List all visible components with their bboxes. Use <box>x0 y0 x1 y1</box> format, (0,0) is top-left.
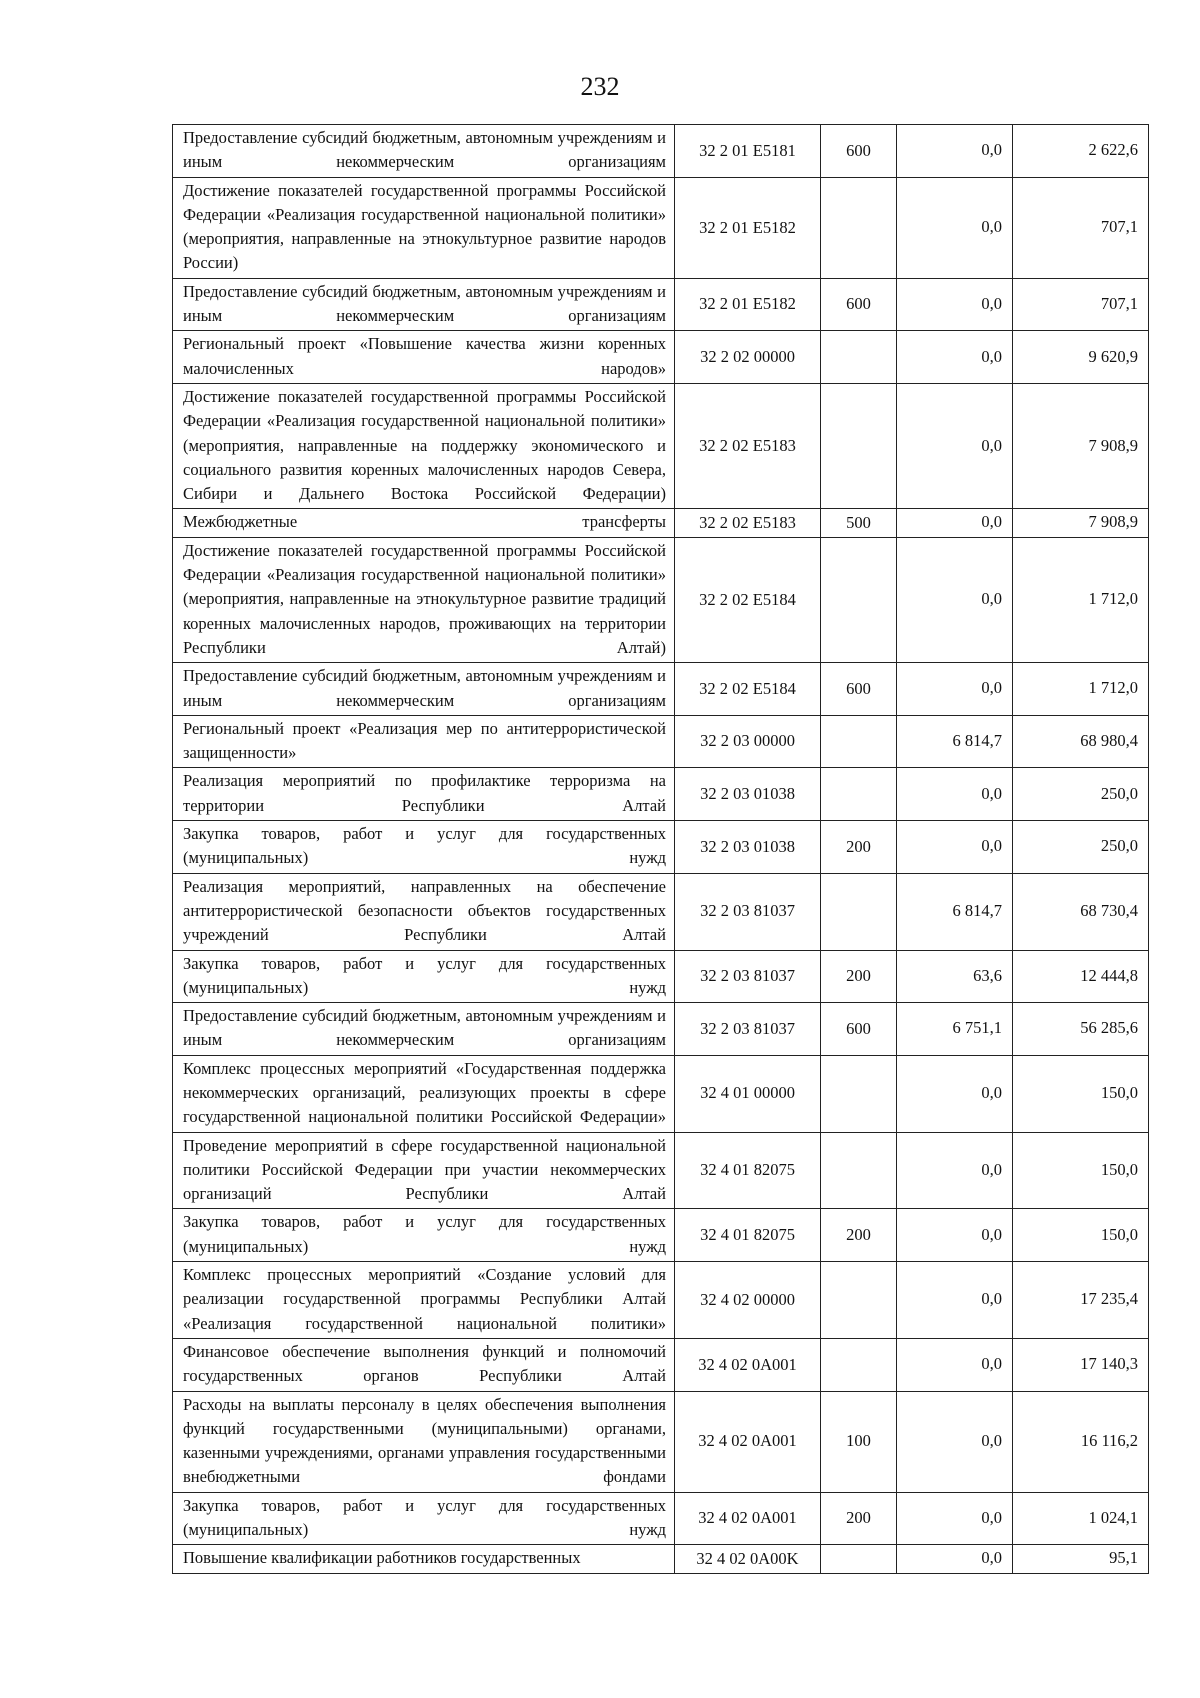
table-row <box>173 1132 1149 1209</box>
row-name: Финансовое обеспечение выполнения функций и полномочий государственных органов Республики Алтай <box>173 1338 675 1391</box>
row-amount-2: 16 116,2 <box>1013 1391 1149 1492</box>
row-target-code: 32 2 03 00000 <box>675 715 821 768</box>
row-amount-2: 7 908,9 <box>1013 509 1149 537</box>
row-name: Реализация мероприятий, направленных на обеспечение антитеррористической безопасности объектов государственных учреждений Республики Алтай <box>173 873 675 950</box>
row-amount-2: 56 285,6 <box>1013 1003 1149 1056</box>
row-expense-type <box>821 1132 897 1209</box>
row-amount-1: 0,0 <box>897 1492 1013 1545</box>
table-row <box>173 950 1149 1003</box>
row-name: Предоставление субсидий бюджетным, автономным учреждениям и иным некоммерческим организациям <box>173 663 675 716</box>
row-expense-type: 200 <box>821 950 897 1003</box>
row-amount-2: 250,0 <box>1013 821 1149 874</box>
budget-table <box>172 124 1149 1574</box>
table-row <box>173 768 1149 821</box>
table-row <box>173 177 1149 278</box>
row-amount-2: 1 712,0 <box>1013 663 1149 716</box>
table-row <box>173 278 1149 331</box>
row-target-code: 32 2 03 81037 <box>675 950 821 1003</box>
row-target-code: 32 2 03 81037 <box>675 1003 821 1056</box>
row-target-code: 32 2 02 E5184 <box>675 537 821 662</box>
row-amount-2: 150,0 <box>1013 1055 1149 1132</box>
row-expense-type: 600 <box>821 663 897 716</box>
row-target-code: 32 2 03 01038 <box>675 821 821 874</box>
row-expense-type: 200 <box>821 1492 897 1545</box>
row-expense-type <box>821 873 897 950</box>
row-amount-1: 0,0 <box>897 331 1013 384</box>
table-row <box>173 331 1149 384</box>
table-row <box>173 509 1149 537</box>
row-name: Предоставление субсидий бюджетным, автономным учреждениям и иным некоммерческим организациям <box>173 278 675 331</box>
row-name: Закупка товаров, работ и услуг для государственных (муниципальных) нужд <box>173 950 675 1003</box>
row-expense-type: 600 <box>821 1003 897 1056</box>
row-expense-type <box>821 715 897 768</box>
row-amount-1: 0,0 <box>897 1132 1013 1209</box>
row-name: Реализация мероприятий по профилактике терроризма на территории Республики Алтай <box>173 768 675 821</box>
row-target-code: 32 2 01 E5182 <box>675 177 821 278</box>
row-expense-type <box>821 1262 897 1339</box>
row-name: Достижение показателей государственной программы Российской Федерации «Реализация государственной национальной политики» (мероприятия, направленные на этнокультурное развитие народов России) <box>173 177 675 278</box>
table-row <box>173 873 1149 950</box>
row-target-code: 32 4 01 82075 <box>675 1132 821 1209</box>
table-row <box>173 1492 1149 1545</box>
row-amount-1: 0,0 <box>897 537 1013 662</box>
table-row <box>173 1003 1149 1056</box>
table-row <box>173 1209 1149 1262</box>
row-amount-1: 0,0 <box>897 509 1013 537</box>
table-row <box>173 1338 1149 1391</box>
row-expense-type: 100 <box>821 1391 897 1492</box>
row-amount-1: 0,0 <box>897 1545 1013 1573</box>
row-amount-2: 68 730,4 <box>1013 873 1149 950</box>
row-amount-2: 1 024,1 <box>1013 1492 1149 1545</box>
row-name: Региональный проект «Реализация мер по антитеррористической защищенности» <box>173 715 675 768</box>
row-target-code: 32 4 02 0A001 <box>675 1492 821 1545</box>
row-amount-2: 12 444,8 <box>1013 950 1149 1003</box>
table-row <box>173 1545 1149 1573</box>
row-target-code: 32 2 03 01038 <box>675 768 821 821</box>
budget-table-body <box>173 125 1149 1574</box>
row-expense-type <box>821 383 897 508</box>
row-amount-2: 17 235,4 <box>1013 1262 1149 1339</box>
row-amount-1: 0,0 <box>897 278 1013 331</box>
row-target-code: 32 2 02 E5183 <box>675 383 821 508</box>
table-row <box>173 821 1149 874</box>
row-target-code: 32 2 03 81037 <box>675 873 821 950</box>
row-amount-1: 0,0 <box>897 663 1013 716</box>
row-expense-type <box>821 768 897 821</box>
row-amount-1: 0,0 <box>897 177 1013 278</box>
row-amount-1: 0,0 <box>897 821 1013 874</box>
row-amount-2: 95,1 <box>1013 1545 1149 1573</box>
row-amount-1: 0,0 <box>897 1209 1013 1262</box>
row-expense-type <box>821 177 897 278</box>
row-expense-type <box>821 1055 897 1132</box>
row-expense-type: 600 <box>821 278 897 331</box>
row-name: Комплекс процессных мероприятий «Создание условий для реализации государственной программы Республики Алтай «Реализация государственной национальной политики» <box>173 1262 675 1339</box>
table-row <box>173 383 1149 508</box>
row-name: Региональный проект «Повышение качества жизни коренных малочисленных народов» <box>173 331 675 384</box>
row-target-code: 32 4 02 0A001 <box>675 1391 821 1492</box>
row-amount-2: 2 622,6 <box>1013 125 1149 178</box>
row-name: Проведение мероприятий в сфере государственной национальной политики Российской Федерации при участии некоммерческих организаций Республики Алтай <box>173 1132 675 1209</box>
row-amount-1: 0,0 <box>897 1338 1013 1391</box>
row-target-code: 32 2 01 E5181 <box>675 125 821 178</box>
row-name: Достижение показателей государственной программы Российской Федерации «Реализация государственной национальной политики» (мероприятия, направленные на поддержку экономического и социального развития коренных малочисленных народов Севера, Сибири и Дальнего Востока Российской Федерации) <box>173 383 675 508</box>
row-target-code: 32 2 01 E5182 <box>675 278 821 331</box>
row-name: Расходы на выплаты персоналу в целях обеспечения выполнения функций государственными (муниципальными) органами, казенными учреждениями, органами управления государственными внебюджетными фондами <box>173 1391 675 1492</box>
row-expense-type <box>821 331 897 384</box>
table-row <box>173 1391 1149 1492</box>
table-row <box>173 1055 1149 1132</box>
row-expense-type: 500 <box>821 509 897 537</box>
row-amount-1: 0,0 <box>897 1055 1013 1132</box>
table-row <box>173 1262 1149 1339</box>
row-name: Закупка товаров, работ и услуг для государственных (муниципальных) нужд <box>173 821 675 874</box>
row-target-code: 32 4 02 00000 <box>675 1262 821 1339</box>
row-expense-type <box>821 1545 897 1573</box>
row-expense-type: 200 <box>821 821 897 874</box>
row-target-code: 32 4 01 82075 <box>675 1209 821 1262</box>
row-amount-2: 150,0 <box>1013 1132 1149 1209</box>
row-amount-1: 0,0 <box>897 1262 1013 1339</box>
row-name: Предоставление субсидий бюджетным, автономным учреждениям и иным некоммерческим организациям <box>173 125 675 178</box>
table-row <box>173 125 1149 178</box>
row-name: Межбюджетные трансферты <box>173 509 675 537</box>
row-amount-2: 707,1 <box>1013 278 1149 331</box>
row-amount-1: 0,0 <box>897 125 1013 178</box>
row-amount-2: 9 620,9 <box>1013 331 1149 384</box>
row-name: Закупка товаров, работ и услуг для государственных (муниципальных) нужд <box>173 1492 675 1545</box>
row-name: Комплекс процессных мероприятий «Государственная поддержка некоммерческих организаций, реализующих проекты в сфере государственной национальной политики Российской Федерации» <box>173 1055 675 1132</box>
row-name: Повышение квалификации работников государственных <box>173 1545 675 1573</box>
row-amount-1: 6 814,7 <box>897 715 1013 768</box>
table-row <box>173 537 1149 662</box>
row-expense-type: 600 <box>821 125 897 178</box>
row-expense-type: 200 <box>821 1209 897 1262</box>
row-amount-2: 150,0 <box>1013 1209 1149 1262</box>
row-target-code: 32 2 02 00000 <box>675 331 821 384</box>
row-amount-1: 6 751,1 <box>897 1003 1013 1056</box>
row-target-code: 32 4 02 0A001 <box>675 1338 821 1391</box>
row-amount-2: 1 712,0 <box>1013 537 1149 662</box>
row-amount-1: 63,6 <box>897 950 1013 1003</box>
row-amount-2: 17 140,3 <box>1013 1338 1149 1391</box>
row-target-code: 32 4 02 0A00K <box>675 1545 821 1573</box>
table-row <box>173 715 1149 768</box>
row-expense-type <box>821 1338 897 1391</box>
row-amount-2: 7 908,9 <box>1013 383 1149 508</box>
page-number: 232 <box>580 72 620 101</box>
row-expense-type <box>821 537 897 662</box>
row-name: Закупка товаров, работ и услуг для государственных (муниципальных) нужд <box>173 1209 675 1262</box>
row-amount-2: 707,1 <box>1013 177 1149 278</box>
table-row <box>173 663 1149 716</box>
row-amount-2: 68 980,4 <box>1013 715 1149 768</box>
row-name: Предоставление субсидий бюджетным, автономным учреждениям и иным некоммерческим организациям <box>173 1003 675 1056</box>
row-amount-1: 0,0 <box>897 1391 1013 1492</box>
row-name: Достижение показателей государственной программы Российской Федерации «Реализация государственной национальной политики» (мероприятия, направленные на этнокультурное развитие традиций коренных малочисленных народов, проживающих на территории Республики Алтай) <box>173 537 675 662</box>
row-amount-1: 6 814,7 <box>897 873 1013 950</box>
row-target-code: 32 2 02 E5184 <box>675 663 821 716</box>
row-amount-2: 250,0 <box>1013 768 1149 821</box>
row-amount-1: 0,0 <box>897 768 1013 821</box>
row-target-code: 32 4 01 00000 <box>675 1055 821 1132</box>
row-target-code: 32 2 02 E5183 <box>675 509 821 537</box>
row-amount-1: 0,0 <box>897 383 1013 508</box>
